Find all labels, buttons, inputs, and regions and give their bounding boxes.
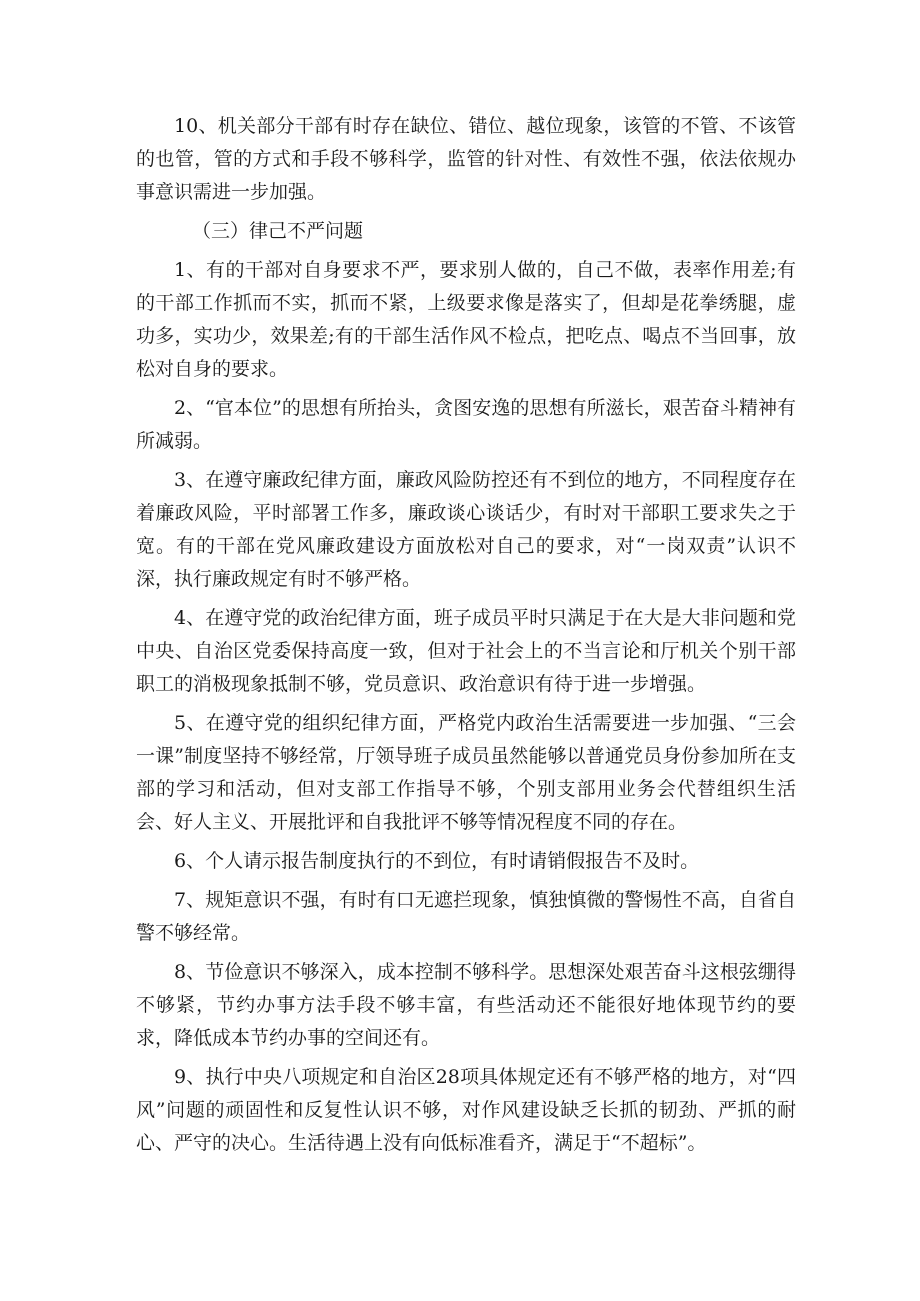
paragraph-1: 1、有的干部对自身要求不严，要求别人做的，自己不做，表率作用差;有的干部工作抓而不实，抓而不紧，上级要求像是落实了，但却是花拳绣腿，虚功多，实功少，效果差;有的干部生活作风不检点，把吃点、喝点不当回事，放松对自身的要求。 [136,259,796,380]
paragraph-4: 4、在遵守党的政治纪律方面，班子成员平时只满足于在大是大非问题和党中央、自治区党委保持高度一致，但对于社会上的不当言论和厅机关个别干部职工的消极现象抵制不够，党员意识、政治意识有待于进一步增强。 [136,607,796,695]
section-heading: （三）律己不严问题 [192,220,364,242]
paragraph-2: 2、“官本位”的思想有所抬头，贪图安逸的思想有所滋长，艰苦奋斗精神有所减弱。 [136,397,796,452]
document-body [136,110,796,1166]
paragraph-6: 6、个人请示报告制度执行的不到位，有时请销假报告不及时。 [174,850,700,872]
paragraph-7: 7、规矩意识不强，有时有口无遮拦现象，慎独慎微的警惕性不高，自省自警不够经常。 [136,889,796,944]
paragraph-5: 5、在遵守党的组织纪律方面，严格党内政治生活需要进一步加强、“三会一课”制度坚持不够经常，厅领导班子成员虽然能够以普通党员身份参加所在支部的学习和活动，但对支部工作指导不够，个别支部用业务会代替组织生活会、好人主义、开展批评和自我批评不够等情况程度不同的存在。 [136,712,796,833]
paragraph-3: 3、在遵守廉政纪律方面，廉政风险防控还有不到位的地方，不同程度存在着廉政风险，平时部署工作多，廉政谈心谈话少，有时对干部职工要求失之于宽。有的干部在党风廉政建设方面放松对自己的要求，对“一岗双责”认识不深，执行廉政规定有时不够严格。 [136,469,796,590]
paragraph-10: 10、机关部分干部有时存在缺位、错位、越位现象，该管的不管、不该管的也管，管的方式和手段不够科学，监管的针对性、有效性不强，依法依规办事意识需进一步加强。 [136,115,796,203]
paragraph-9: 9、执行中央八项规定和自治区28项具体规定还有不够严格的地方，对“四风”问题的顽固性和反复性认识不够，对作风建设缺乏长抓的韧劲、严抓的耐心、严守的决心。生活待遇上没有向低标准看齐，满足于“不超标”。 [136,1066,796,1154]
paragraph-8: 8、节俭意识不够深入，成本控制不够科学。思想深处艰苦奋斗这根弦绷得不够紧，节约办事方法手段不够丰富，有些活动还不能很好地体现节约的要求，降低成本节约办事的空间还有。 [136,961,796,1049]
